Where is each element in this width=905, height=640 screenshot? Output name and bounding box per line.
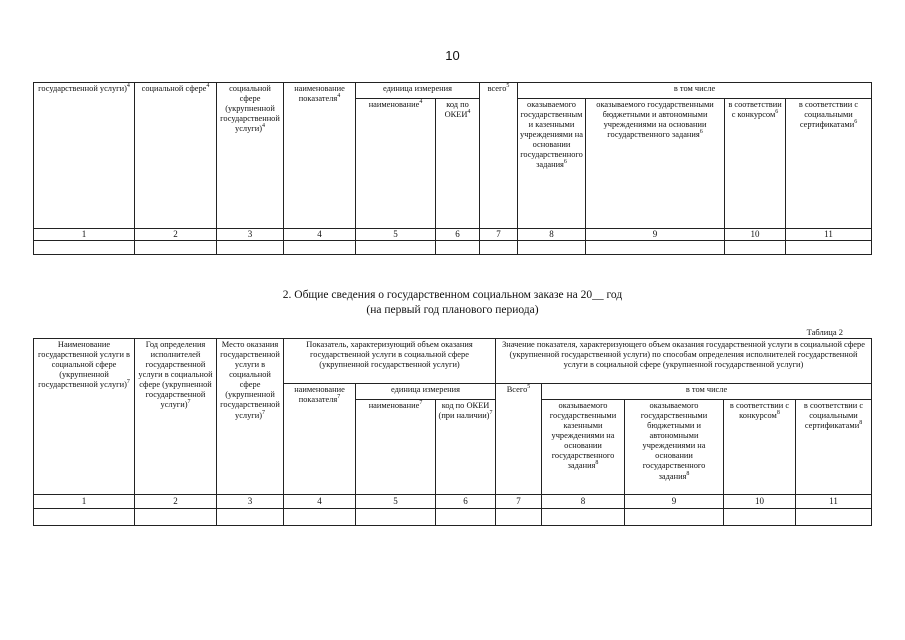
t1-col-number: 10 bbox=[725, 229, 786, 241]
t1-header-indicator-name: наименование показателя$^4$ bbox=[284, 83, 356, 229]
t2-col-number: 11 bbox=[796, 495, 872, 509]
t1-col-number: 4 bbox=[284, 229, 356, 241]
t2-header-total: Всего$^5$ bbox=[496, 384, 542, 495]
table-1 bbox=[33, 82, 872, 255]
t1-col-number: 9 bbox=[586, 229, 725, 241]
table-cell bbox=[796, 509, 872, 526]
t2-header-unit: единица измерения bbox=[356, 384, 496, 400]
t2-header-including: в том числе bbox=[542, 384, 872, 400]
t2-header-kazennye: оказываемого государственными казенными учреждениями на основании государственного задания$^8$ bbox=[542, 400, 625, 495]
t2-col-number: 2 bbox=[135, 495, 217, 509]
t1-header-kazennye: оказываемого государственными казенными учреждениями на основании государственного задания$^6$ bbox=[518, 99, 586, 229]
t2-empty-row bbox=[34, 509, 872, 526]
table-cell bbox=[436, 509, 496, 526]
table-cell bbox=[284, 509, 356, 526]
table-cell bbox=[217, 509, 284, 526]
t2-number-row bbox=[34, 495, 872, 509]
t2-header-contest: в соответствии с конкурсом$^8$ bbox=[724, 400, 796, 495]
table-2 bbox=[33, 338, 872, 526]
table-cell bbox=[724, 509, 796, 526]
table-cell bbox=[284, 241, 356, 255]
table-cell bbox=[135, 509, 217, 526]
table-cell bbox=[496, 509, 542, 526]
table-cell bbox=[480, 241, 518, 255]
t2-col-number: 10 bbox=[724, 495, 796, 509]
t2-header-service: Наименование государственной услуги в социальной сфере (укрупненной государственной услуги)$^7$ bbox=[34, 339, 135, 495]
t2-header-indicator-name: наименование показателя$^7$ bbox=[284, 384, 356, 495]
t2-header-budget: оказываемого государственными бюджетными и автономными учреждениями на основании государственного задания$^8$ bbox=[625, 400, 724, 495]
t1-col-number: 11 bbox=[786, 229, 872, 241]
t1-col-number: 6 bbox=[436, 229, 480, 241]
table-cell bbox=[436, 241, 480, 255]
t1-header-budget: оказываемого государственными бюджетными и автономными учреждениями на основании государственного задания$^6$ bbox=[586, 99, 725, 229]
t1-header-including: в том числе bbox=[518, 83, 872, 99]
table-cell bbox=[135, 241, 217, 255]
t2-col-number: 5 bbox=[356, 495, 436, 509]
t2-col-number: 8 bbox=[542, 495, 625, 509]
t2-header-cert: в соответствии с социальными сертификатами$^8$ bbox=[796, 400, 872, 495]
t1-empty-row bbox=[34, 241, 872, 255]
t2-col-number: 9 bbox=[625, 495, 724, 509]
t1-col-number: 3 bbox=[217, 229, 284, 241]
t2-header-unit-name: наименование$^7$ bbox=[356, 400, 436, 495]
table-cell bbox=[34, 509, 135, 526]
t2-col-number: 4 bbox=[284, 495, 356, 509]
t1-col-number: 7 bbox=[480, 229, 518, 241]
t1-header-service: государственной услуги)$^4$ bbox=[34, 83, 135, 229]
table-cell bbox=[625, 509, 724, 526]
page-number: 10 bbox=[445, 48, 460, 63]
t1-col-number: 8 bbox=[518, 229, 586, 241]
t1-header-place: социальной сфере (укрупненной государственной услуги)$^4$ bbox=[217, 83, 284, 229]
t2-header-indicator: Показатель, характеризующий объем оказания государственной услуги в социальной сфере (укрупненной государственной услуги) bbox=[284, 339, 496, 384]
t1-col-number: 2 bbox=[135, 229, 217, 241]
table-cell bbox=[356, 241, 436, 255]
t1-header-cert: в соответствии с социальными сертификатами$^6$ bbox=[786, 99, 872, 229]
section-subtitle: (на первый год планового периода) bbox=[366, 304, 539, 316]
t2-header-value: Значение показателя, характеризующего объем оказания государственной услуги в социальной сфере (укрупненной государственной услуги) по способам определения исполнителей государственной услуги в социальной сфере (укрупненной государственной услуги) bbox=[496, 339, 872, 384]
table-cell bbox=[586, 241, 725, 255]
t1-header-unit-name: наименование$^4$ bbox=[356, 99, 436, 229]
table-cell bbox=[34, 241, 135, 255]
table-cell bbox=[786, 241, 872, 255]
table-cell bbox=[518, 241, 586, 255]
t1-header-sphere: социальной сфере$^4$ bbox=[135, 83, 217, 229]
t2-col-number: 1 bbox=[34, 495, 135, 509]
t2-header-year: Год определения исполнителей государственной услуги в социальной сфере (укрупненной государственной услуги)$^7$ bbox=[135, 339, 217, 495]
table-label: Таблица 2 bbox=[806, 327, 843, 337]
t2-header-place: Место оказания государственной услуги в социальной сфере (укрупненной государственной услуги)$^7$ bbox=[217, 339, 284, 495]
table-cell bbox=[217, 241, 284, 255]
t1-col-number: 1 bbox=[34, 229, 135, 241]
t1-header-contest: в соответствии с конкурсом$^6$ bbox=[725, 99, 786, 229]
t2-col-number: 3 bbox=[217, 495, 284, 509]
t1-col-number: 5 bbox=[356, 229, 436, 241]
section-title: 2. Общие сведения о государственном социальном заказе на 20__ год bbox=[282, 289, 623, 301]
table-cell bbox=[356, 509, 436, 526]
table-cell bbox=[542, 509, 625, 526]
t1-header-okei: код по ОКЕИ$^4$ bbox=[436, 99, 480, 229]
t2-header-okei: код по ОКЕИ (при наличии)$^7$ bbox=[436, 400, 496, 495]
t1-header-unit: единица измерения bbox=[356, 83, 480, 99]
t2-col-number: 6 bbox=[436, 495, 496, 509]
table-cell bbox=[725, 241, 786, 255]
t1-header-total: всего$^5$ bbox=[480, 83, 518, 229]
t2-col-number: 7 bbox=[496, 495, 542, 509]
t1-number-row bbox=[34, 229, 872, 241]
